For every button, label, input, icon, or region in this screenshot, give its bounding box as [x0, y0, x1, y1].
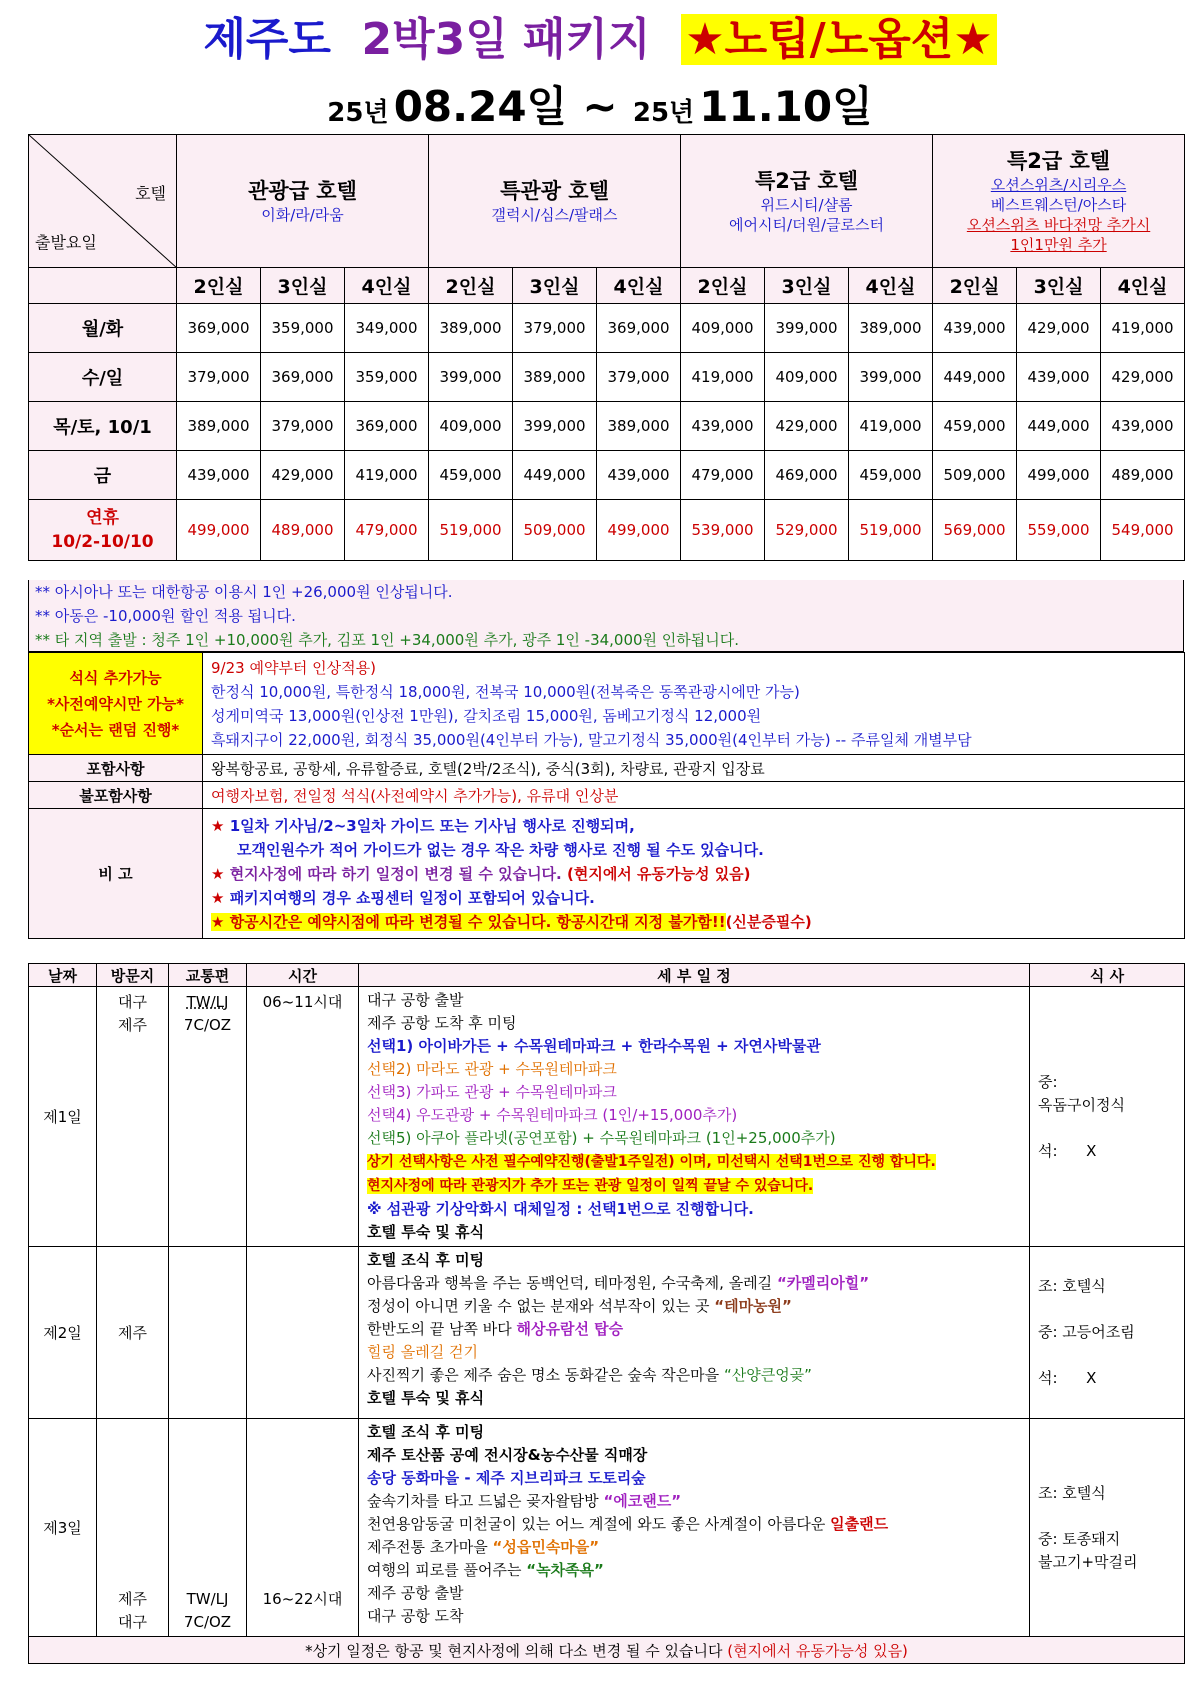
price-cell: 419,000 [849, 402, 933, 451]
price-cell: 379,000 [597, 353, 681, 402]
remark-line-note: (현지에서 유동가능성 있음) [566, 864, 751, 883]
hotel-sub: 오션스위츠/시리우스 [990, 176, 1127, 194]
day2-details [359, 1247, 1030, 1419]
price-cell: 509,000 [933, 451, 1017, 500]
departure-day: 수/일 [29, 353, 177, 402]
detail-line: 호텔 투숙 및 휴식 [367, 1389, 485, 1407]
price-cell: 349,000 [345, 304, 429, 353]
room-type: 2인실 [177, 268, 261, 304]
meal-line: 조: 호텔식 [1038, 1277, 1106, 1295]
detail-note: ※ 섬관광 기상악화시 대체일정 : 선택1번으로 진행합니다. [367, 1200, 754, 1218]
departure-day: 목/토, 10/1 [29, 402, 177, 451]
meal-extra-note: *사전예약시만 가능* [47, 694, 184, 713]
detail-line: 힐링 올레길 걷기 [367, 1343, 478, 1361]
detail-line: 여행의 피로를 풀어주는 [367, 1561, 522, 1579]
room-type: 4인실 [597, 268, 681, 304]
price-cell: 399,000 [849, 353, 933, 402]
title-badge: ★노팁/노옵션★ [681, 14, 996, 65]
meal-line: 중: 고등어조림 [1038, 1323, 1135, 1341]
detail-spot: “녹차족욕” [526, 1561, 604, 1579]
price-cell: 469,000 [765, 451, 849, 500]
star-icon: ★ [211, 888, 225, 907]
price-cell: 359,000 [261, 304, 345, 353]
price-rows [29, 304, 1185, 500]
detail-spot: “테마농원” [714, 1297, 792, 1315]
day3-places [97, 1419, 169, 1637]
price-cell: 459,000 [849, 451, 933, 500]
price-cell: 439,000 [1017, 353, 1101, 402]
price-cell: 399,000 [429, 353, 513, 402]
from-date: 08.24일 [393, 82, 568, 131]
price-cell: 479,000 [345, 500, 429, 561]
meal-extra-body [203, 653, 1185, 755]
price-cell: 559,000 [1017, 500, 1101, 561]
detail-line: 제주 공항 도착 후 미팅 [367, 1014, 517, 1032]
col-header: 날짜 [29, 964, 97, 987]
price-cell: 409,000 [681, 304, 765, 353]
room-type: 4인실 [345, 268, 429, 304]
day3-time: 16~22시대 [247, 1419, 359, 1637]
remark-line: 현지사정에 따라 하기 일정이 변경 될 수 있습니다. [229, 864, 562, 883]
meal-line: 옥돔구이정식 [1038, 1095, 1125, 1114]
remark-line: 패키지여행의 경우 쇼핑센터 일정이 포함되어 있습니다. [229, 888, 595, 907]
departure-day: 월/화 [29, 304, 177, 353]
meal-extra-line: 한정식 10,000원, 특한정식 18,000원, 전복국 10,000원(전복죽은 동쪽관광시에만 가능) [211, 682, 800, 701]
hotel-header-2 [429, 135, 681, 268]
hotel-sub: 이화/라/라움 [261, 206, 344, 224]
footer-note: *상기 일정은 항공 및 현지사정에 의해 다소 변경 될 수 있습니다 [305, 1641, 723, 1660]
date-separator: ~ [582, 82, 618, 131]
schedule-footer [29, 1637, 1185, 1664]
note-line: ** 아동은 -10,000원 할인 적용 됩니다. [35, 607, 296, 625]
room-type: 2인실 [429, 268, 513, 304]
day3-meals [1030, 1419, 1185, 1637]
title-package: 2박3일 패키지 [361, 14, 651, 65]
price-cell: 429,000 [1101, 353, 1185, 402]
room-type: 3인실 [513, 268, 597, 304]
remark-line: 모객인원수가 적어 가이드가 없는 경우 작은 차량 행사로 진행 될 수도 있습니다. [237, 840, 764, 859]
day3-row [29, 1419, 1185, 1637]
detail-line: 호텔 투숙 및 휴식 [367, 1223, 485, 1241]
day2-place: 제주 [97, 1247, 169, 1419]
meal-line: 중: [1038, 1072, 1058, 1091]
price-cell: 399,000 [513, 402, 597, 451]
day2-time [247, 1247, 359, 1419]
detail-line: 호텔 조식 후 미팅 [367, 1423, 485, 1441]
hotel-sub: 위드시티/샬롬 [760, 196, 853, 214]
price-cell: 509,000 [513, 500, 597, 561]
meal-line: 석: X [1038, 1141, 1097, 1160]
col-header: 식 사 [1030, 964, 1185, 987]
room-type: 4인실 [1101, 268, 1185, 304]
price-cell: 369,000 [177, 304, 261, 353]
hotel-sub-note: 오션스위츠 바다전망 추가시 [966, 216, 1151, 234]
excluded-text: 여행자보험, 전일정 석식(사전예약시 추가가능), 유류대 인상분 [203, 782, 1185, 809]
day2-row [29, 1247, 1185, 1419]
place: 제주 [118, 1590, 147, 1608]
price-cell: 399,000 [765, 304, 849, 353]
price-cell: 569,000 [933, 500, 1017, 561]
day1-places [97, 987, 169, 1247]
price-table [28, 134, 1185, 561]
price-cell: 519,000 [429, 500, 513, 561]
detail-line: 송당 동화마을 - 제주 지브리파크 도토리숲 [367, 1469, 646, 1487]
transport: 7C/OZ [183, 1613, 232, 1631]
detail-warning: 현지사정에 따라 관광지가 추가 또는 관광 일정이 일찍 끝날 수 있습니다. [367, 1178, 814, 1194]
room-type: 3인실 [261, 268, 345, 304]
price-cell: 549,000 [1101, 500, 1185, 561]
day3-details [359, 1419, 1030, 1637]
meal-line: 조: 호텔식 [1038, 1483, 1106, 1502]
hotel-sub-note: 1인1만원 추가 [1010, 236, 1107, 254]
price-cell: 479,000 [681, 451, 765, 500]
detail-spot: “카멜리아힐” [776, 1274, 870, 1292]
star-icon: ★ [211, 912, 225, 931]
remark-line-note: (신분증필수) [725, 912, 812, 931]
detail-line: 제주 토산품 공예 전시장&농수산물 직매장 [367, 1446, 648, 1464]
transport: 7C/OZ [183, 1016, 232, 1034]
meal-line: 석: X [1038, 1369, 1097, 1387]
price-cell: 379,000 [513, 304, 597, 353]
info-table [28, 652, 1185, 939]
price-cell: 419,000 [681, 353, 765, 402]
hotel-header-1 [177, 135, 429, 268]
price-cell: 529,000 [765, 500, 849, 561]
detail-option: 선택2) 마라도 관광 + 수목원테마파크 [367, 1060, 617, 1078]
room-type: 2인실 [681, 268, 765, 304]
detail-option: 선택3) 가파도 관광 + 수목원테마파크 [367, 1083, 617, 1101]
hotel-name: 특2급 호텔 [754, 169, 859, 193]
hotel-sub: 베스트웨스턴/아스타 [990, 196, 1127, 214]
price-cell: 459,000 [429, 451, 513, 500]
price-cell: 449,000 [513, 451, 597, 500]
detail-line: 제주전통 초가마을 [367, 1538, 488, 1556]
meal-extra-label [29, 653, 203, 755]
price-cell: 519,000 [849, 500, 933, 561]
hotel-header-4 [933, 135, 1185, 268]
detail-line: 호텔 조식 후 미팅 [367, 1251, 485, 1269]
detail-option: 선택1) 아이바가든 + 수목원테마파크 + 한라수목원 + 자연사박물관 [367, 1037, 821, 1055]
day1-meals [1030, 987, 1185, 1247]
price-row [29, 353, 1185, 402]
detail-line: 대구 공항 도착 [367, 1607, 464, 1625]
price-cell: 439,000 [681, 402, 765, 451]
remark-line: 항공시간은 예약시점에 따라 변경될 수 있습니다. 항공시간대 지정 불가함!! [229, 912, 726, 931]
meal-extra-line: 흑돼지구이 22,000원, 회정식 35,000원(4인부터 가능), 말고기정식 35,000원(4인부터 가능) -- 주류일체 개별부담 [211, 730, 972, 749]
price-cell: 429,000 [765, 402, 849, 451]
room-type-corner [29, 268, 177, 304]
price-row [29, 402, 1185, 451]
corner-day-label: 출발요일 [35, 233, 97, 252]
meal-extra-line: 성게미역국 13,000원(인상전 1만원), 갈치조림 15,000원, 돔베고기정식 12,000원 [211, 706, 762, 725]
detail-line: 아름다움과 행복을 주는 동백언덕, 테마정원, 수국축제, 올레길 [367, 1274, 773, 1292]
schedule-table [28, 963, 1185, 1664]
day-label: 제3일 [29, 1419, 97, 1637]
price-cell: 409,000 [765, 353, 849, 402]
room-type: 2인실 [933, 268, 1017, 304]
hotel-name: 특2급 호텔 [1007, 149, 1111, 173]
star-icon: ★ [211, 816, 225, 835]
included-label: 포함사항 [29, 755, 203, 782]
place: 제주 [118, 1016, 147, 1034]
price-cell: 489,000 [261, 500, 345, 561]
from-year: 25년 [327, 98, 389, 128]
price-cell: 449,000 [1017, 402, 1101, 451]
price-cell: 499,000 [1017, 451, 1101, 500]
transport: TW/LJ [186, 993, 229, 1011]
price-cell: 409,000 [429, 402, 513, 451]
departure-day: 금 [29, 451, 177, 500]
col-header: 세 부 일 정 [359, 964, 1030, 987]
note-line: ** 타 지역 출발 : 청주 1인 +10,000원 추가, 김포 1인 +34,000원 추가, 광주 1인 -34,000원 인하됩니다. [35, 631, 740, 649]
detail-spot: “산양큰엉곶” [723, 1366, 812, 1384]
price-cell: 429,000 [1017, 304, 1101, 353]
col-header: 시간 [247, 964, 359, 987]
detail-line: 정성이 아니면 키울 수 없는 분재와 석부작이 있는 곳 [367, 1297, 710, 1315]
price-cell: 359,000 [345, 353, 429, 402]
day2-transport [169, 1247, 247, 1419]
price-cell: 419,000 [1101, 304, 1185, 353]
hotel-sub: 에어시티/더원/글로스터 [729, 216, 885, 234]
price-cell: 389,000 [849, 304, 933, 353]
price-cell: 379,000 [177, 353, 261, 402]
meal-extra-title: 석식 추가가능 [69, 668, 162, 687]
day-label: 제1일 [29, 987, 97, 1247]
excluded-label: 불포함사항 [29, 782, 203, 809]
detail-line: 제주 공항 출발 [367, 1584, 464, 1602]
place: 대구 [118, 993, 147, 1011]
meal-line [1038, 1117, 1176, 1140]
price-cell: 369,000 [597, 304, 681, 353]
price-cell: 439,000 [933, 304, 1017, 353]
hotel-name: 관광급 호텔 [248, 179, 357, 203]
day1-details [359, 987, 1030, 1247]
price-cell: 389,000 [429, 304, 513, 353]
price-cell: 389,000 [597, 402, 681, 451]
price-cell: 389,000 [177, 402, 261, 451]
price-row [29, 304, 1185, 353]
detail-spot: 해상유람선 탑승 [516, 1320, 624, 1338]
col-header: 교통편 [169, 964, 247, 987]
price-cell: 419,000 [345, 451, 429, 500]
hotel-header-3 [681, 135, 933, 268]
place: 대구 [118, 1613, 147, 1631]
price-notes [28, 580, 1184, 652]
detail-line: 천연용암동굴 미천굴이 있는 어느 계절에 와도 좋은 사계절이 아름다운 [367, 1515, 826, 1533]
price-cell: 429,000 [261, 451, 345, 500]
corner-cell [29, 135, 177, 268]
to-year: 25년 [632, 98, 695, 128]
day1-row [29, 987, 1185, 1247]
price-cell: 369,000 [261, 353, 345, 402]
to-date: 11.10일 [699, 82, 873, 131]
detail-line: 사진찍기 좋은 제주 숨은 명소 동화같은 숲속 작은마을 [367, 1366, 720, 1384]
page-title [0, 12, 1200, 68]
detail-option: 선택4) 우도관광 + 수목원테마파크 (1인/+15,000추가) [367, 1106, 738, 1124]
detail-spot: 일출랜드 [830, 1515, 889, 1533]
remarks-label: 비 고 [29, 809, 203, 939]
detail-option: 선택5) 아쿠아 플라넷(공연포함) + 수목원테마파크 (1인+25,000추가) [367, 1129, 836, 1147]
price-cell: 369,000 [345, 402, 429, 451]
price-cell: 439,000 [1101, 402, 1185, 451]
price-cell: 449,000 [933, 353, 1017, 402]
price-row [29, 451, 1185, 500]
holiday-day-cell [29, 500, 177, 561]
detail-warning: 상기 선택사항은 사전 필수예약진행(출발1주일전) 이며, 미선택시 선택1번으로 진행 합니다. [367, 1154, 936, 1170]
price-cell: 459,000 [933, 402, 1017, 451]
detail-line: 한반도의 끝 남쪽 바다 [367, 1320, 512, 1338]
price-cell: 499,000 [177, 500, 261, 561]
room-type: 4인실 [849, 268, 933, 304]
detail-spot: “성읍민속마을” [492, 1538, 600, 1556]
price-cell: 389,000 [513, 353, 597, 402]
meal-line [1038, 1505, 1176, 1528]
day1-time: 06~11시대 [247, 987, 359, 1247]
meal-extra-note: *순서는 랜덤 진행* [51, 720, 180, 739]
price-cell: 539,000 [681, 500, 765, 561]
day3-transport [169, 1419, 247, 1637]
remark-line: 1일차 기사님/2~3일차 가이드 또는 기사님 행사로 진행되며, [229, 816, 635, 835]
holiday-label: 연휴 [86, 508, 119, 528]
price-cell: 489,000 [1101, 451, 1185, 500]
room-type: 3인실 [1017, 268, 1101, 304]
footer-note-red: (현지에서 유동가능성 있음) [727, 1641, 908, 1660]
meal-extra-line: 9/23 예약부터 인상적용) [211, 658, 376, 677]
holiday-row [29, 500, 1185, 561]
day-label: 제2일 [29, 1247, 97, 1419]
price-cell: 499,000 [597, 500, 681, 561]
hotel-name: 특관광 호텔 [500, 179, 609, 203]
schedule-header [29, 964, 1185, 987]
title-destination: 제주도 [203, 14, 331, 65]
price-cell: 379,000 [261, 402, 345, 451]
day2-meals [1030, 1247, 1185, 1419]
detail-line: 숲속기차를 타고 드넓은 곶자왈탐방 [367, 1492, 599, 1510]
corner-hotel-label: 호텔 [135, 184, 166, 203]
detail-line: 대구 공항 출발 [367, 991, 464, 1009]
day1-transport [169, 987, 247, 1247]
meal-line: 중: 토종돼지 [1038, 1529, 1121, 1548]
included-text: 왕복항공료, 공항세, 유류할증료, 호텔(2박/2조식), 중식(3회), 차량료, 관광지 입장료 [203, 755, 1185, 782]
star-icon: ★ [211, 864, 225, 883]
meal-line: 불고기+막걸리 [1038, 1552, 1138, 1571]
room-type: 3인실 [765, 268, 849, 304]
remarks-body [203, 809, 1185, 939]
price-cell: 439,000 [597, 451, 681, 500]
holiday-range: 10/2-10/10 [51, 532, 154, 552]
col-header: 방문지 [97, 964, 169, 987]
detail-spot: “에코랜드” [603, 1492, 682, 1510]
hotel-sub: 갤럭시/심스/팔래스 [491, 206, 618, 224]
note-line: ** 아시아나 또는 대한항공 이용시 1인 +26,000원 인상됩니다. [35, 583, 453, 601]
transport: TW/LJ [186, 1590, 229, 1608]
price-cell: 439,000 [177, 451, 261, 500]
